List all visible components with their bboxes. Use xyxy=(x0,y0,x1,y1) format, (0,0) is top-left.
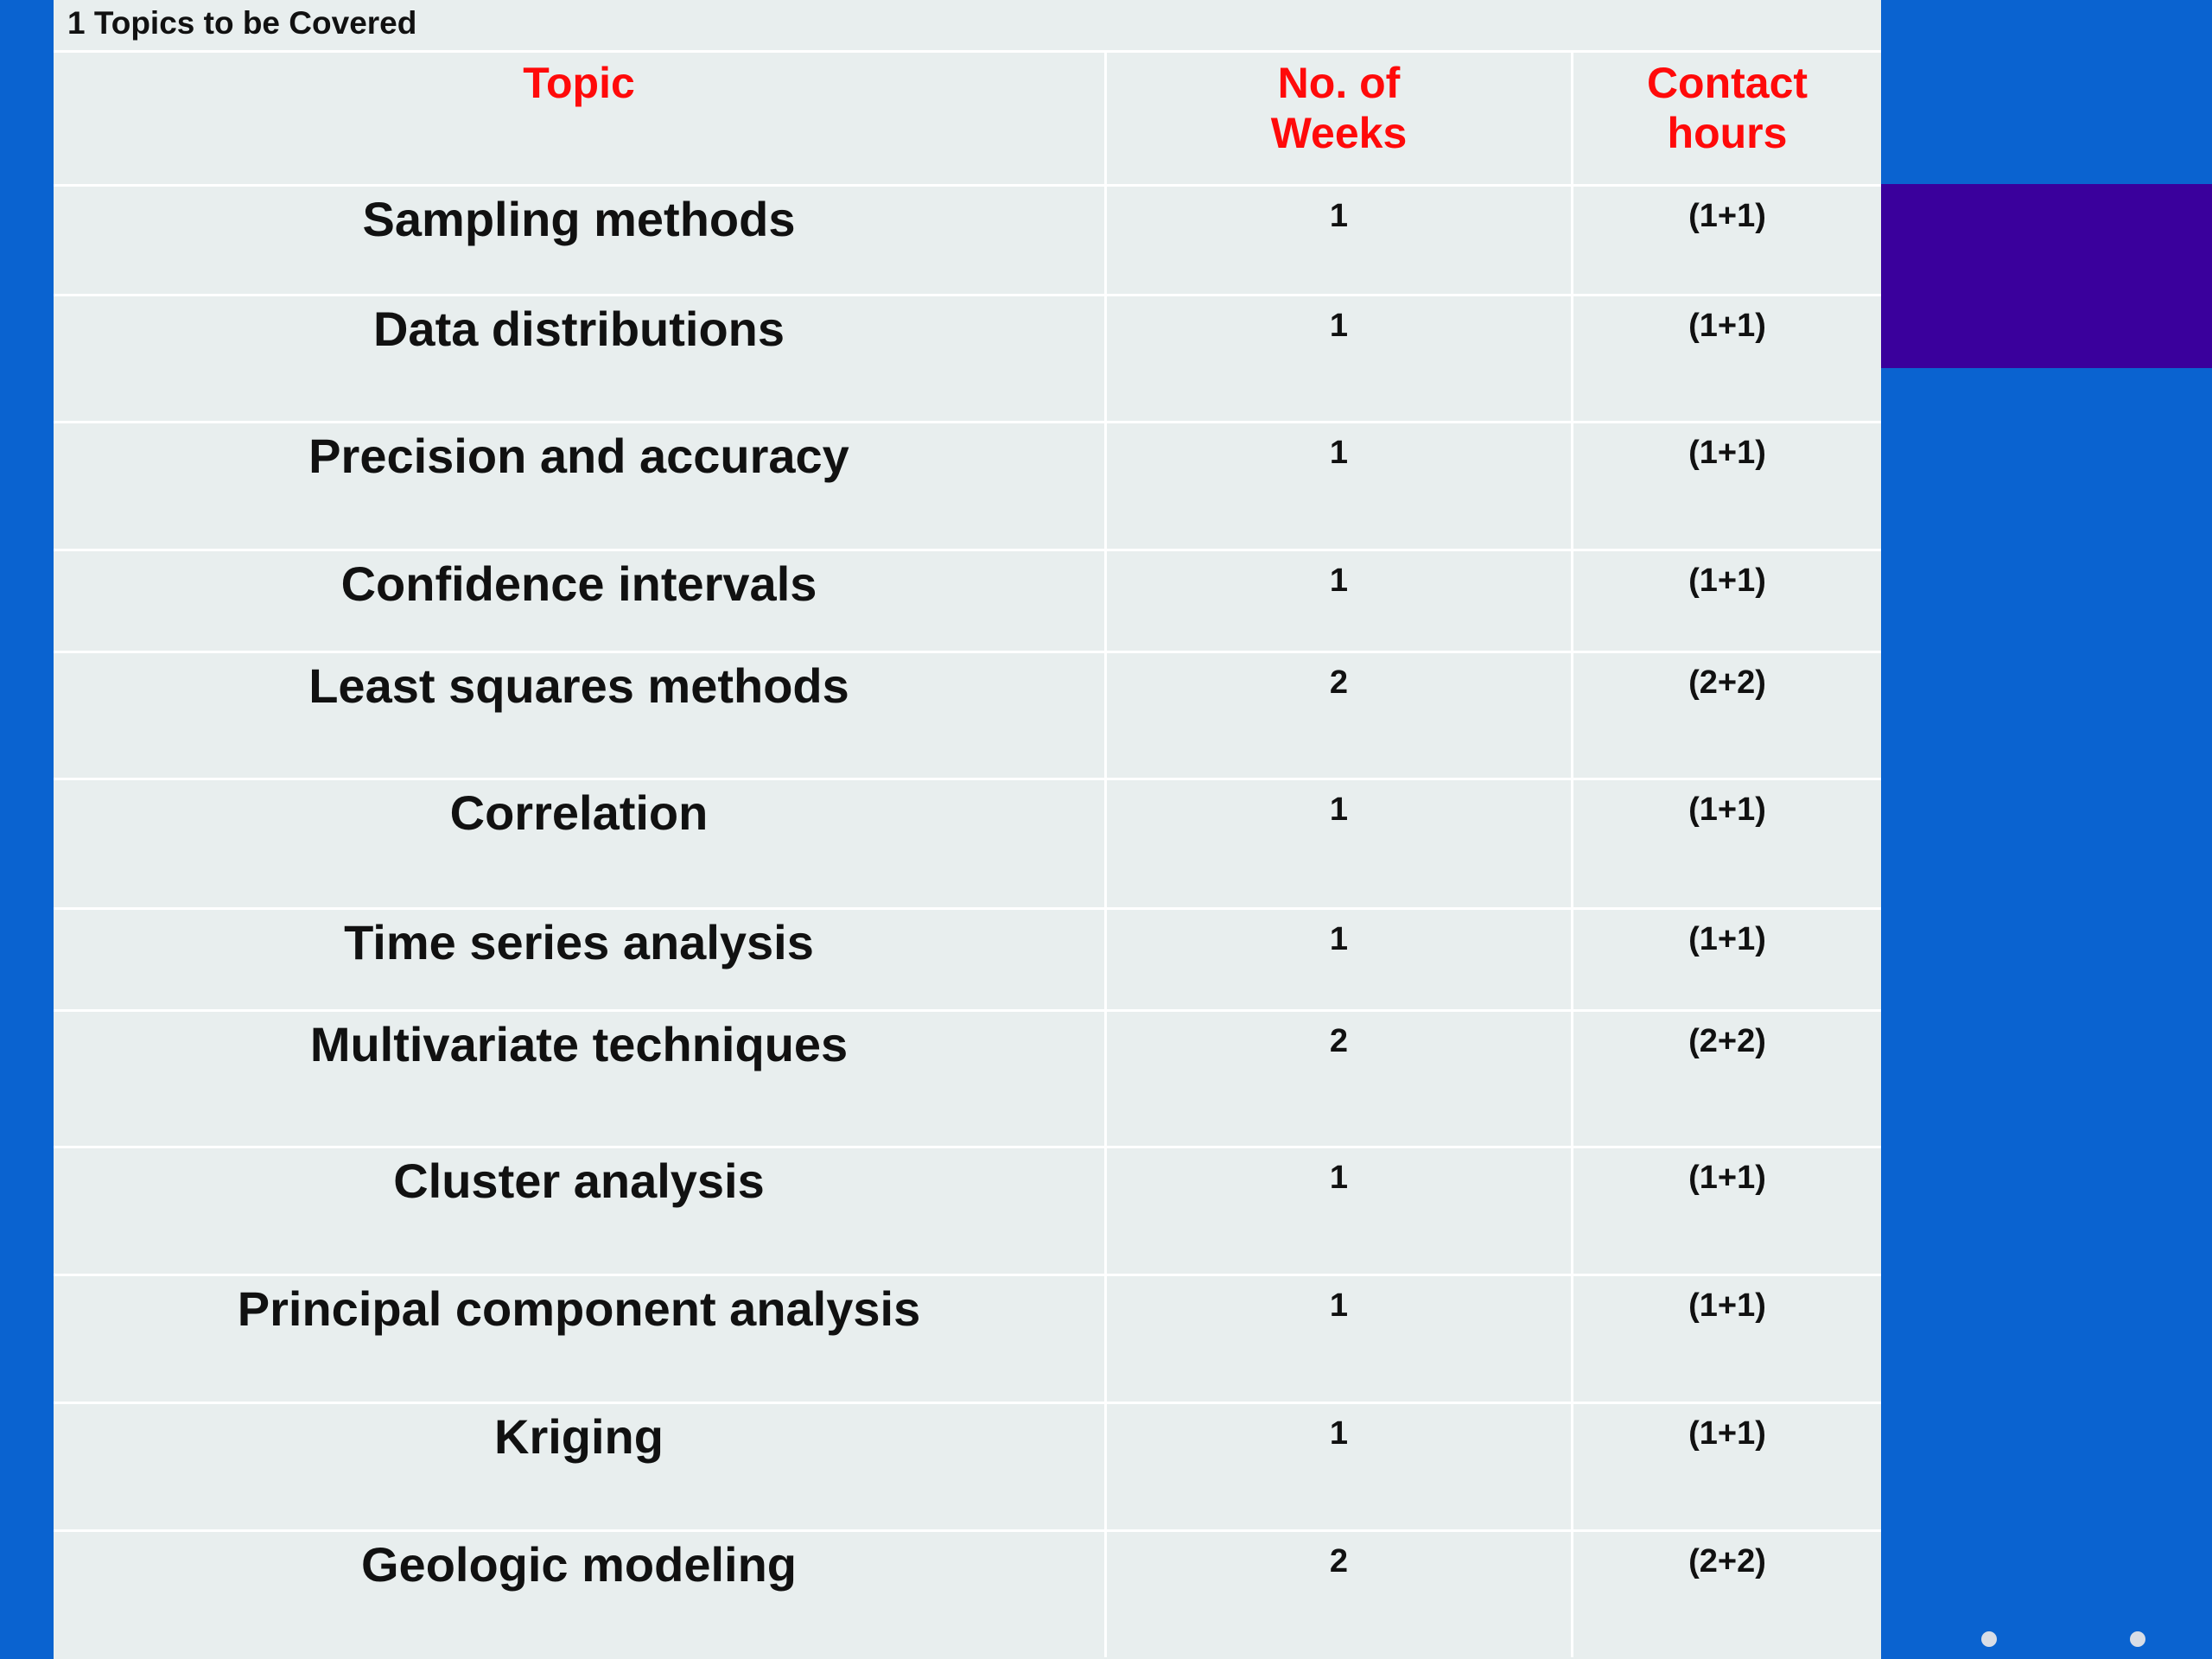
table-row xyxy=(54,1529,1881,1657)
weeks-cell: 2 xyxy=(1104,1532,1571,1657)
table-caption: 1 Topics to be Covered xyxy=(67,5,417,41)
hours-cell: (1+1) xyxy=(1571,296,1881,421)
weeks-cell: 2 xyxy=(1104,653,1571,778)
hours-cell: (1+1) xyxy=(1571,1276,1881,1402)
hours-cell: (1+1) xyxy=(1571,187,1881,294)
left-border-strip xyxy=(0,0,54,1659)
slide-dot-2 xyxy=(2130,1631,2145,1647)
hours-cell: (1+1) xyxy=(1571,1404,1881,1529)
topic-cell: Data distributions xyxy=(372,302,785,356)
table-row xyxy=(54,778,1881,907)
table-row xyxy=(54,1009,1881,1146)
hours-cell: (1+1) xyxy=(1571,1148,1881,1274)
topic-cell: Cluster analysis xyxy=(393,1154,765,1208)
weeks-cell: 1 xyxy=(1104,296,1571,421)
topic-cell: Kriging xyxy=(494,1409,664,1464)
topic-cell: Geologic modeling xyxy=(360,1537,798,1592)
weeks-cell: 1 xyxy=(1104,551,1571,651)
hours-cell: (2+2) xyxy=(1571,1012,1881,1146)
table-header-row xyxy=(54,50,1881,184)
topic-cell: Least squares methods xyxy=(308,658,849,713)
weeks-cell: 1 xyxy=(1104,1404,1571,1529)
topic-cell: Time series analysis xyxy=(344,915,814,969)
weeks-cell: 1 xyxy=(1104,1148,1571,1274)
topic-cell: Principal component analysis xyxy=(237,1281,921,1336)
hours-cell: (1+1) xyxy=(1571,423,1881,549)
right-accent-block xyxy=(1881,184,2212,368)
weeks-cell: 1 xyxy=(1104,187,1571,294)
topic-cell: Correlation xyxy=(449,785,709,840)
header-topic: Topic xyxy=(523,59,635,107)
table-row xyxy=(54,549,1881,651)
hours-cell: (1+1) xyxy=(1571,910,1881,1009)
topic-cell: Precision and accuracy xyxy=(308,429,849,483)
table-row xyxy=(54,1146,1881,1274)
table-row xyxy=(54,1402,1881,1529)
table-row xyxy=(54,184,1881,294)
hours-cell: (2+2) xyxy=(1571,1532,1881,1657)
topics-table-sheet xyxy=(54,0,1881,1659)
table-row xyxy=(54,1274,1881,1402)
weeks-cell: 2 xyxy=(1104,1012,1571,1146)
topic-cell: Confidence intervals xyxy=(340,556,817,611)
slide-dot-1 xyxy=(1981,1631,1997,1647)
table-row xyxy=(54,294,1881,421)
header-contact-hours: Contact hours xyxy=(1571,53,1881,184)
table-row xyxy=(54,907,1881,1009)
weeks-cell: 1 xyxy=(1104,780,1571,907)
hours-cell: (1+1) xyxy=(1571,551,1881,651)
topic-cell: Sampling methods xyxy=(362,192,796,246)
weeks-cell: 1 xyxy=(1104,910,1571,1009)
topics-table xyxy=(54,50,1881,1657)
header-weeks: No. of Weeks xyxy=(1104,53,1571,184)
topic-cell: Multivariate techniques xyxy=(309,1017,849,1071)
table-row xyxy=(54,421,1881,549)
weeks-cell: 1 xyxy=(1104,1276,1571,1402)
weeks-cell: 1 xyxy=(1104,423,1571,549)
table-row xyxy=(54,651,1881,778)
hours-cell: (2+2) xyxy=(1571,653,1881,778)
hours-cell: (1+1) xyxy=(1571,780,1881,907)
